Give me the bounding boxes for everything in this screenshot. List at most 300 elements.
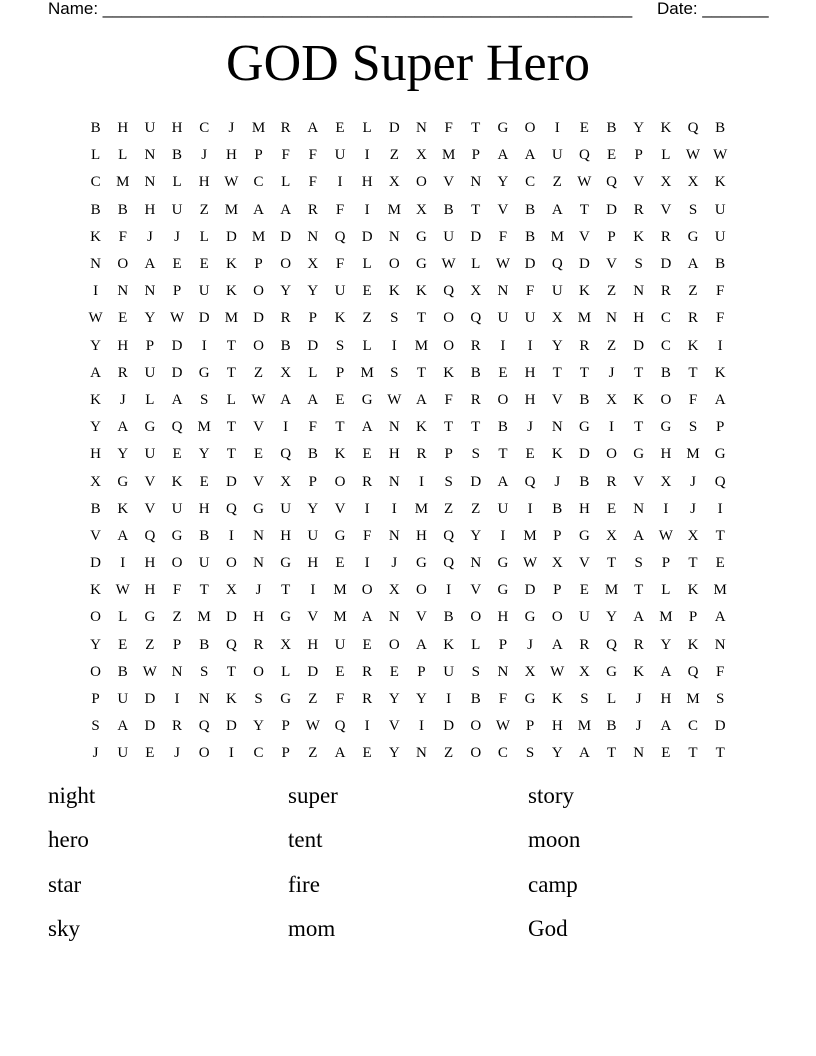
grid-letter: A [660,663,672,680]
grid-letter: U [198,283,210,300]
grid-letter: W [251,391,266,408]
grid-letter: Q [198,718,210,735]
grid-letter: U [117,745,129,762]
grid-letter: E [661,745,671,762]
grid-row [82,333,734,360]
grid-letter: C [660,337,671,354]
grid-letter: K [225,283,237,300]
grid-letter: B [280,337,291,354]
grid-letter: Q [714,473,726,490]
grid-letter: A [497,147,509,164]
grid-letter: O [443,337,455,354]
grid-letter: U [171,500,183,517]
grid-letter: H [524,364,536,381]
grid-letter: Z [471,500,481,517]
grid-letter: R [579,636,590,653]
grid-letter: M [686,446,700,463]
grid-letter: K [551,691,563,708]
grid-letter: E [335,555,345,572]
grid-letter: S [390,364,399,381]
grid-letter: V [497,201,509,218]
grid-letter: Y [470,527,482,544]
grid-letter: M [224,310,239,327]
grid-letter: I [391,500,397,517]
grid-letter: R [117,364,128,381]
grid-letter: J [527,636,533,653]
grid-letter: J [690,500,696,517]
grid-letter: G [144,609,156,626]
grid-letter: K [633,663,645,680]
grid-letter: R [307,201,318,218]
grid-letter: B [525,228,536,245]
grid-letter: Z [172,609,182,626]
grid-letter: U [198,555,210,572]
grid-letter: N [416,120,427,137]
grid-letter: G [660,419,672,436]
grid-letter: B [199,527,210,544]
grid-letter: D [198,310,210,327]
grid-letter: B [199,636,210,653]
word-list-item: sky [48,915,80,941]
grid-letter: H [524,391,536,408]
grid-letter: E [253,446,264,463]
grid-letter: H [117,120,129,137]
grid-letter: W [713,147,728,164]
grid-row [82,414,734,441]
grid-letter: K [416,419,427,436]
grid-letter: T [444,419,454,436]
word-search-grid [82,115,734,768]
grid-letter: T [606,745,617,762]
grid-letter: T [416,310,427,327]
grid-letter: V [253,419,264,436]
grid-letter: O [334,473,346,490]
grid-letter: V [470,582,482,599]
grid-letter: Q [443,527,455,544]
grid-letter: G [687,228,699,245]
grid-letter: I [609,419,615,436]
grid-letter: W [522,555,538,572]
word-list-item: tent [288,827,323,853]
grid-letter: I [228,527,234,544]
grid-letter: N [90,256,101,273]
grid-row [82,305,734,332]
grid-letter: W [685,147,701,164]
grid-letter: Q [144,527,156,544]
grid-letter: D [361,228,373,245]
grid-letter: R [660,283,671,300]
grid-letter: H [90,446,101,463]
grid-letter: G [497,555,509,572]
grid-letter: A [117,419,129,436]
grid-letter: R [280,310,291,327]
grid-letter: F [444,120,453,137]
grid-letter: G [171,527,183,544]
grid-letter: Y [280,283,292,300]
grid-letter: W [577,174,592,191]
grid-letter: B [117,201,128,218]
grid-letter: I [364,147,370,164]
grid-letter: N [388,609,400,626]
grid-letter: Z [688,283,698,300]
grid-letter: U [443,663,455,680]
grid-letter: E [606,147,617,164]
grid-letter: B [470,364,481,381]
grid-letter: V [334,500,346,517]
grid-letter: G [578,419,590,436]
grid-letter: L [199,228,209,245]
grid-letter: F [335,201,345,218]
word-list-item: camp [528,871,578,897]
grid-letter: K [660,120,672,137]
grid-letter: T [579,201,589,218]
grid-letter: E [199,256,209,273]
grid-letter: X [307,256,319,273]
grid-letter: F [118,228,127,245]
grid-letter: T [634,364,644,381]
grid-letter: V [144,473,156,490]
grid-letter: A [551,636,563,653]
grid-letter: U [443,228,455,245]
grid-letter: F [716,283,725,300]
grid-letter: J [635,718,642,735]
grid-letter: Z [199,201,209,218]
grid-letter: N [470,555,482,572]
grid-letter: G [280,609,292,626]
grid-letter: N [470,174,482,191]
grid-letter: F [335,256,345,273]
grid-letter: R [470,337,481,354]
grid-letter: S [254,691,263,708]
grid-letter: G [117,473,129,490]
grid-letter: J [146,228,153,245]
grid-letter: O [443,310,455,327]
grid-row [82,686,734,713]
grid-letter: P [688,609,698,626]
grid-letter: R [633,201,644,218]
grid-letter: N [551,419,563,436]
grid-letter: Q [334,718,346,735]
grid-letter: W [115,582,130,599]
grid-letter: I [418,473,424,490]
grid-letter: T [335,419,345,436]
grid-letter: Y [144,310,156,327]
grid-letter: K [687,582,699,599]
word-list-item: fire [288,871,320,897]
grid-letter: T [471,419,481,436]
grid-letter: B [443,201,454,218]
grid-letter: S [471,446,480,463]
grid-letter: S [390,310,399,327]
grid-letter: N [714,636,726,653]
grid-letter: S [444,473,453,490]
grid-letter: I [527,337,533,354]
grid-letter: L [362,256,372,273]
grid-letter: A [144,256,156,273]
grid-letter: O [90,663,101,680]
grid-letter: P [335,364,345,381]
grid-letter: R [362,473,373,490]
grid-letter: U [714,201,726,218]
grid-letter: M [116,174,130,191]
grid-letter: N [117,283,129,300]
grid-letter: V [416,609,427,626]
grid-letter: M [197,419,211,436]
grid-letter: M [251,120,266,137]
grid-row [82,387,734,414]
grid-letter: K [687,337,699,354]
grid-letter: E [579,582,589,599]
grid-letter: P [172,283,182,300]
grid-row [82,197,734,224]
grid-letter: I [446,691,452,708]
grid-letter: A [416,391,427,408]
grid-letter: M [604,582,619,599]
grid-letter: U [714,228,726,245]
grid-letter: D [524,582,536,599]
grid-letter: U [551,147,563,164]
grid-letter: K [171,473,183,490]
grid-letter: P [471,147,480,164]
grid-letter: W [88,310,103,327]
grid-letter: K [90,391,101,408]
word-list-item: night [48,783,96,808]
grid-letter: B [307,446,318,463]
grid-letter: U [144,446,156,463]
grid-letter: G [497,582,509,599]
grid-letter: J [608,364,615,381]
grid-letter: F [688,391,698,408]
grid-letter: J [174,745,180,762]
grid-letter: Z [606,337,617,354]
grid-letter: X [280,636,292,653]
grid-letter: S [634,256,643,273]
grid-letter: A [280,391,292,408]
grid-letter: F [172,582,182,599]
grid-letter: G [524,691,536,708]
grid-row [82,224,734,251]
grid-letter: H [144,555,156,572]
grid-letter: J [635,691,642,708]
grid-letter: S [634,555,643,572]
grid-letter: B [660,364,671,381]
grid-letter: Y [551,337,563,354]
grid-letter: E [606,500,617,517]
grid-letter: J [228,120,235,137]
grid-letter: D [144,718,156,735]
grid-letter: L [661,147,671,164]
word-list-item: star [48,871,82,897]
grid-letter: G [606,663,617,680]
grid-letter: M [414,500,429,517]
grid-letter: O [361,582,373,599]
grid-letter: L [661,582,671,599]
grid-letter: B [525,201,536,218]
grid-letter: T [416,364,427,381]
grid-letter: B [606,120,617,137]
grid-letter: L [606,691,617,708]
grid-letter: Z [362,310,372,327]
grid-letter: M [360,364,374,381]
grid-letter: A [497,473,509,490]
grid-letter: U [334,147,346,164]
grid-letter: B [715,256,726,273]
grid-letter: P [145,337,155,354]
grid-letter: O [606,446,617,463]
grid-letter: V [578,228,590,245]
word-list-item: story [528,783,574,808]
grid-letter: B [715,120,726,137]
grid-letter: V [660,201,672,218]
grid-letter: T [199,582,209,599]
grid-letter: M [251,228,266,245]
grid-letter: K [117,500,129,517]
grid-letter: S [471,663,480,680]
grid-letter: T [226,419,236,436]
grid-letter: L [90,147,101,164]
grid-letter: Z [308,691,318,708]
grid-letter: O [225,555,237,572]
grid-letter: W [550,663,565,680]
grid-letter: D [578,256,590,273]
grid-letter: H [660,446,672,463]
grid-letter: H [198,500,210,517]
grid-letter: M [713,582,727,599]
grid-letter: Y [90,636,101,653]
grid-letter: B [552,500,563,517]
grid-letter: X [606,391,617,408]
grid-letter: F [498,691,508,708]
grid-letter: X [388,174,400,191]
grid-letter: E [172,256,182,273]
grid-letter: W [224,174,239,191]
grid-letter: Y [90,419,101,436]
grid-letter: A [714,609,726,626]
grid-letter: K [334,446,346,463]
grid-letter: D [660,256,672,273]
grid-letter: E [118,310,128,327]
grid-letter: R [362,691,373,708]
grid-letter: Y [253,718,264,735]
grid-letter: B [172,147,183,164]
grid-letter: D [225,718,237,735]
grid-letter: D [606,201,617,218]
grid-letter: P [498,636,508,653]
grid-letter: M [577,310,592,327]
grid-letter: I [717,500,723,517]
grid-letter: F [716,310,725,327]
grid-letter: W [387,391,402,408]
grid-letter: I [527,500,533,517]
grid-letter: V [307,609,319,626]
grid-letter: C [497,745,508,762]
grid-letter: L [118,609,128,626]
grid-letter: N [388,419,400,436]
grid-letter: R [416,446,427,463]
grid-letter: G [578,527,590,544]
grid-letter: H [388,446,400,463]
grid-letter: X [660,473,672,490]
grid-letter: A [578,745,590,762]
grid-letter: O [524,120,536,137]
grid-letter: K [633,391,645,408]
grid-letter: F [362,527,372,544]
grid-letter: V [551,391,563,408]
grid-letter: H [225,147,237,164]
grid-letter: V [633,174,645,191]
grid-letter: Y [117,446,129,463]
grid-letter: G [714,446,726,463]
grid-letter: W [495,256,510,273]
grid-letter: J [92,745,99,762]
grid-letter: Q [687,120,699,137]
grid-letter: D [307,663,319,680]
grid-letter: X [416,201,427,218]
grid-letter: P [254,147,263,164]
grid-letter: M [577,718,592,735]
grid-letter: Z [444,745,454,762]
grid-letter: N [416,745,427,762]
grid-letter: Z [145,636,155,653]
grid-letter: B [579,391,590,408]
grid-letter: T [634,419,644,436]
grid-letter: P [254,256,263,273]
grid-letter: G [633,446,645,463]
grid-letter: F [444,391,453,408]
grid-letter: W [441,256,456,273]
grid-letter: E [715,555,725,572]
grid-letter: U [307,527,319,544]
grid-row [82,604,734,631]
grid-letter: A [90,364,101,381]
grid-letter: F [308,174,317,191]
grid-letter: Y [307,283,319,300]
grid-letter: H [307,636,319,653]
grid-letter: T [579,364,589,381]
grid-letter: A [633,527,645,544]
grid-row [82,278,734,305]
grid-letter: S [688,419,698,436]
page-title: GOD Super Hero [226,35,590,92]
grid-letter: E [525,446,535,463]
grid-letter: Z [552,174,562,191]
grid-letter: N [144,283,156,300]
grid-letter: A [687,256,699,273]
grid-letter: Q [225,500,237,517]
grid-letter: H [144,201,156,218]
grid-letter: N [497,283,509,300]
grid-letter: T [471,120,481,137]
grid-letter: P [525,718,535,735]
grid-letter: A [307,120,319,137]
grid-letter: D [253,310,264,327]
grid-letter: A [361,609,373,626]
grid-letter: D [171,337,183,354]
grid-letter: Q [225,636,237,653]
grid-letter: L [362,120,372,137]
grid-letter: N [388,473,400,490]
grid-letter: D [144,691,156,708]
grid-letter: A [117,527,129,544]
grid-letter: F [308,147,317,164]
grid-letter: T [226,364,236,381]
grid-letter: S [91,718,100,735]
grid-letter: Z [253,364,264,381]
grid-letter: G [334,527,346,544]
grid-letter: Q [470,310,482,327]
grid-letter: H [633,310,645,327]
grid-letter: A [117,718,129,735]
